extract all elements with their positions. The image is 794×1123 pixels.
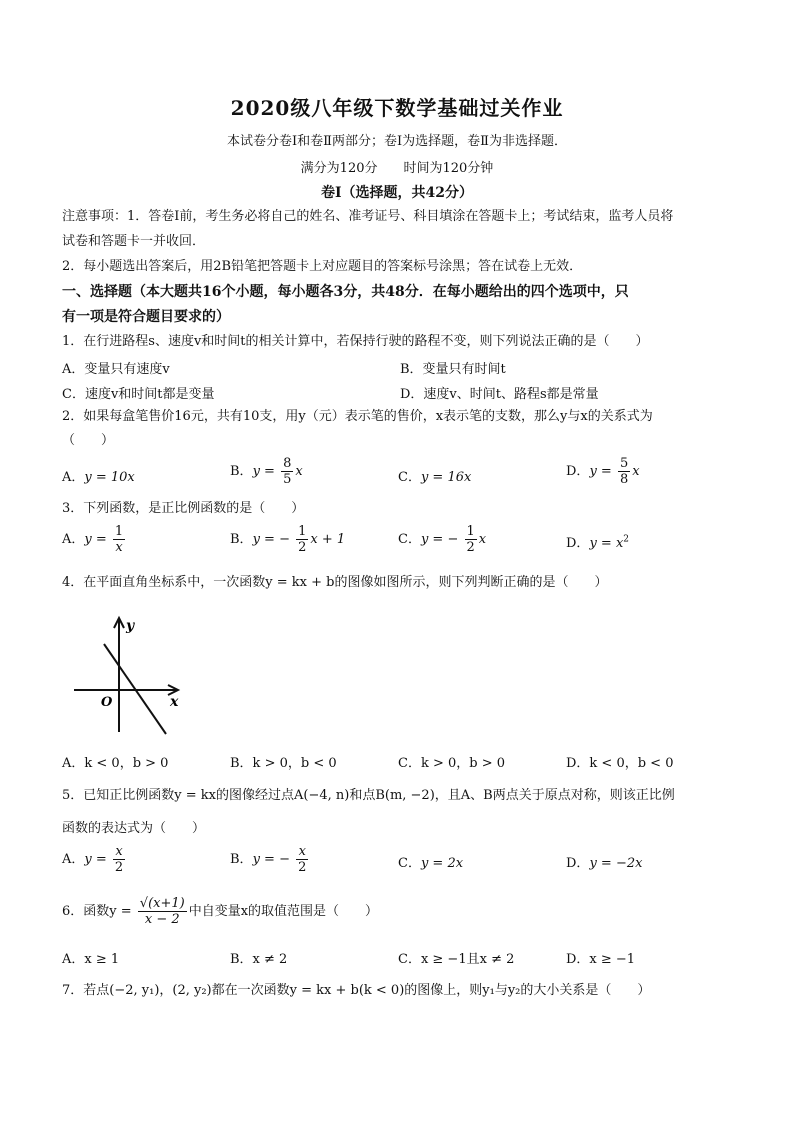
- section1-heading-1: 一、选择题（本大题共16个小题，每小题各3分，共48分．在每小题给出的四个选项中，只: [62, 284, 629, 300]
- q6-option-d: D．x ≥ −1: [566, 952, 636, 967]
- q3-option-c: C．y = − $\frac{1}{2}$ x: [398, 524, 487, 555]
- q3-option-a: A．y = $\frac{1}{x}$: [62, 524, 124, 555]
- q5-b-fraction: $\frac{x}{2}$: [298, 844, 307, 875]
- q4-option-a: A．k < 0，b > 0: [62, 756, 169, 771]
- part1-title: 卷Ⅰ（选择题，共42分）: [320, 185, 474, 201]
- q2-stem: 2．如果每盒笔售价16元，共有10支，用y（元）表示笔的售价，x表示笔的支数，那么y与x的关系式为: [62, 409, 653, 424]
- q5-a-fraction: $\frac{x}{2}$: [114, 844, 124, 875]
- q2-option-a: A．y = 10x: [62, 470, 135, 485]
- q4-option-b: B．k > 0，b < 0: [230, 756, 337, 771]
- q3-a-fraction: $\frac{1}{x}$: [114, 524, 124, 555]
- section1-heading-2: 有一项是符合题目要求的）: [62, 309, 230, 325]
- q5-option-d: D．y = −2x: [566, 856, 643, 871]
- q1-option-d: D．速度v、时间t、路程s都是常量: [400, 387, 599, 402]
- q5-option-c: C．y = 2x: [398, 856, 464, 871]
- axis-x-label: x: [170, 694, 179, 710]
- notes-line-2: 试卷和答题卡一并收回．: [62, 234, 206, 249]
- page-title: 2020级八年级下数学基础过关作业: [230, 96, 564, 120]
- q4-stem: 4．在平面直角坐标系中，一次函数y = kx + b的图像如图所示，则下列判断正确的是（ ）: [62, 575, 608, 590]
- q1-option-a: A．变量只有速度v: [62, 362, 170, 377]
- q3-option-d: D．$y = x^2$: [566, 534, 630, 551]
- q5-option-b: B．y = − $\frac{x}{2}$: [230, 844, 307, 875]
- q4-graph: [68, 612, 188, 737]
- q6-fraction: $\frac{√(x+1)}{x - 2}$: [139, 896, 185, 927]
- q7-stem: 7．若点(−2, y₁)，(2, y₂)都在一次函数y = kx + b(k < 0)的图像上，则y₁与y₂的大小关系是（ ）: [62, 983, 651, 998]
- score-time: 满分为120分 时间为120分钟: [300, 161, 494, 176]
- origin-label: O: [101, 695, 113, 710]
- notes-line-1: 注意事项：1．答卷Ⅰ前，考生务必将自己的姓名、准考证号、科目填涂在答题卡上；考试结束，监考人员将: [62, 209, 674, 224]
- q2-option-b: B．y = $\frac{8}{5}$ x: [230, 456, 303, 487]
- axis-y-label: y: [126, 618, 135, 634]
- q3-c-fraction: $\frac{1}{2}$: [466, 524, 475, 555]
- q2-option-c: C．y = 16x: [398, 470, 472, 485]
- q2-stem-paren: （ ）: [62, 433, 115, 448]
- q2-b-fraction: $\frac{8}{5}$: [283, 456, 292, 487]
- q5-stem: 5．已知正比例函数y = kx的图像经过点A(−4, n)和点B(m, −2)，且A、B两点关于原点对称，则该正比例: [62, 788, 675, 803]
- q6-option-a: A．x ≥ 1: [62, 952, 120, 967]
- q1-option-b: B．变量只有时间t: [400, 362, 506, 377]
- q6-stem: 6．函数y = $\frac{√(x+1)}{x - 2}$ 中自变量x的取值范围是（ ）: [62, 896, 379, 927]
- q6-option-c: C．x ≥ −1且x ≠ 2: [398, 952, 515, 967]
- q4-option-d: D．k < 0，b < 0: [566, 756, 674, 771]
- notes-line-3: 2．每小题选出答案后，用2B铅笔把答题卡上对应题目的答案标号涂黑；答在试卷上无效．: [62, 259, 583, 274]
- q6-option-b: B．x ≠ 2: [230, 952, 288, 967]
- q3-b-fraction: $\frac{1}{2}$: [298, 524, 307, 555]
- q3-stem: 3．下列函数，是正比例函数的是（ ）: [62, 501, 305, 516]
- q3-option-b: B．y = − $\frac{1}{2}$ x + 1: [230, 524, 346, 555]
- q2-d-fraction: $\frac{5}{8}$: [619, 456, 629, 487]
- q5-option-a: A．y = $\frac{x}{2}$: [62, 844, 124, 875]
- exam-intro: 本试卷分卷Ⅰ和卷Ⅱ两部分；卷Ⅰ为选择题，卷Ⅱ为非选择题．: [227, 134, 567, 149]
- q1-option-c: C．速度v和时间t都是变量: [62, 387, 215, 402]
- q1-stem: 1．在行进路程s、速度v和时间t的相关计算中，若保持行驶的路程不变，则下列说法正确的是（ ）: [62, 334, 649, 349]
- q4-option-c: C．k > 0，b > 0: [398, 756, 506, 771]
- q2-option-d: D．y = $\frac{5}{8}$ x: [566, 456, 640, 487]
- q5-stem-2: 函数的表达式为（ ）: [62, 821, 206, 836]
